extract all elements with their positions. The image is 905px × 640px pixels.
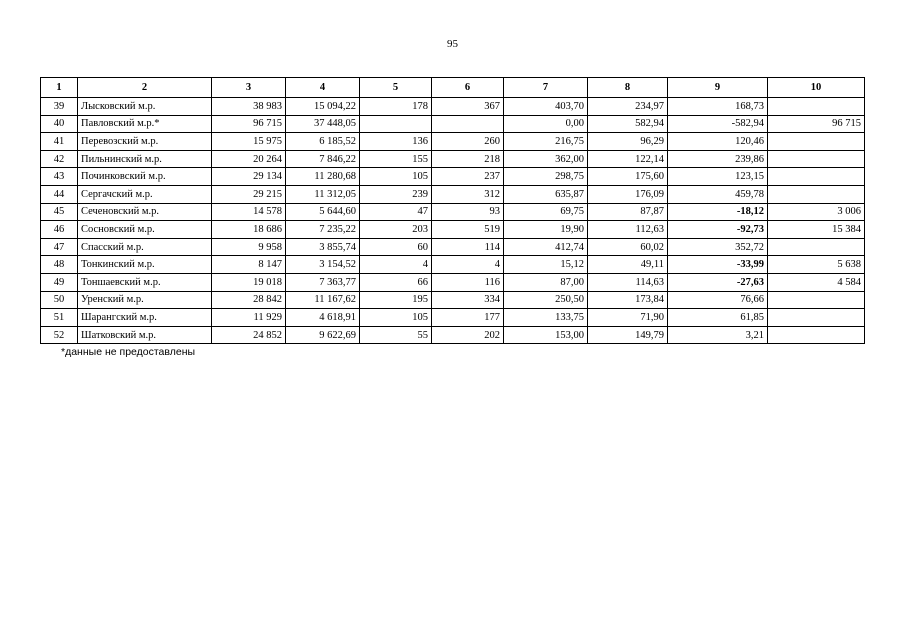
col4-cell: 11 167,62 [286, 291, 360, 309]
col6-cell: 177 [432, 309, 504, 327]
table-row [41, 309, 865, 327]
table-header-row [41, 78, 865, 98]
col10-cell: 3 006 [768, 203, 865, 221]
data-table [40, 77, 865, 344]
col10-cell: 4 584 [768, 273, 865, 291]
row-number-cell: 42 [41, 150, 78, 168]
district-name-cell: Сеченовский м.р. [78, 203, 212, 221]
col5-cell: 55 [360, 326, 432, 344]
col9-cell: 3,21 [668, 326, 768, 344]
col3-cell: 15 975 [212, 133, 286, 151]
row-number-cell: 46 [41, 221, 78, 239]
col7-cell: 412,74 [504, 238, 588, 256]
table-row [41, 168, 865, 186]
col3-cell: 20 264 [212, 150, 286, 168]
table-row [41, 221, 865, 239]
column-header: 10 [768, 78, 865, 98]
col6-cell [432, 115, 504, 133]
row-number-cell: 41 [41, 133, 78, 151]
col8-cell: 114,63 [588, 273, 668, 291]
col9-cell: 76,66 [668, 291, 768, 309]
col7-cell: 87,00 [504, 273, 588, 291]
row-number-cell: 49 [41, 273, 78, 291]
col8-cell: 60,02 [588, 238, 668, 256]
col6-cell: 312 [432, 185, 504, 203]
col5-cell: 66 [360, 273, 432, 291]
col3-cell: 24 852 [212, 326, 286, 344]
col4-cell: 15 094,22 [286, 98, 360, 116]
col4-cell: 7 846,22 [286, 150, 360, 168]
district-name-cell: Шарангский м.р. [78, 309, 212, 327]
col8-cell: 71,90 [588, 309, 668, 327]
district-name-cell: Пильнинский м.р. [78, 150, 212, 168]
col7-cell: 69,75 [504, 203, 588, 221]
table-row [41, 203, 865, 221]
col8-cell: 176,09 [588, 185, 668, 203]
table-row [41, 238, 865, 256]
col10-cell: 15 384 [768, 221, 865, 239]
col7-cell: 216,75 [504, 133, 588, 151]
column-header: 7 [504, 78, 588, 98]
col3-cell: 19 018 [212, 273, 286, 291]
col4-cell: 6 185,52 [286, 133, 360, 151]
column-header: 5 [360, 78, 432, 98]
col10-cell [768, 291, 865, 309]
col6-cell: 260 [432, 133, 504, 151]
col10-cell [768, 98, 865, 116]
col9-cell: -18,12 [668, 203, 768, 221]
col6-cell: 334 [432, 291, 504, 309]
district-name-cell: Сергачский м.р. [78, 185, 212, 203]
col6-cell: 4 [432, 256, 504, 274]
col5-cell: 4 [360, 256, 432, 274]
col5-cell: 136 [360, 133, 432, 151]
col4-cell: 11 280,68 [286, 168, 360, 186]
col7-cell: 250,50 [504, 291, 588, 309]
row-number-cell: 43 [41, 168, 78, 186]
column-header: 1 [41, 78, 78, 98]
column-header: 8 [588, 78, 668, 98]
col10-cell [768, 326, 865, 344]
col8-cell: 49,11 [588, 256, 668, 274]
col5-cell: 195 [360, 291, 432, 309]
col9-cell: 123,15 [668, 168, 768, 186]
row-number-cell: 40 [41, 115, 78, 133]
row-number-cell: 51 [41, 309, 78, 327]
col9-cell: 120,46 [668, 133, 768, 151]
col9-cell: 239,86 [668, 150, 768, 168]
district-name-cell: Лысковский м.р. [78, 98, 212, 116]
col9-cell: -92,73 [668, 221, 768, 239]
table-row [41, 98, 865, 116]
table-row [41, 256, 865, 274]
col5-cell: 178 [360, 98, 432, 116]
col6-cell: 237 [432, 168, 504, 186]
district-name-cell: Перевозский м.р. [78, 133, 212, 151]
col4-cell: 5 644,60 [286, 203, 360, 221]
col7-cell: 133,75 [504, 309, 588, 327]
district-name-cell: Спасский м.р. [78, 238, 212, 256]
col8-cell: 87,87 [588, 203, 668, 221]
col7-cell: 153,00 [504, 326, 588, 344]
col5-cell: 155 [360, 150, 432, 168]
col3-cell: 11 929 [212, 309, 286, 327]
col5-cell: 105 [360, 168, 432, 186]
col10-cell: 5 638 [768, 256, 865, 274]
table-row [41, 150, 865, 168]
row-number-cell: 45 [41, 203, 78, 221]
column-header: 4 [286, 78, 360, 98]
district-name-cell: Сосновский м.р. [78, 221, 212, 239]
col3-cell: 96 715 [212, 115, 286, 133]
col5-cell: 203 [360, 221, 432, 239]
district-name-cell: Тонкинский м.р. [78, 256, 212, 274]
col8-cell: 582,94 [588, 115, 668, 133]
col3-cell: 14 578 [212, 203, 286, 221]
col5-cell [360, 115, 432, 133]
col10-cell: 96 715 [768, 115, 865, 133]
col10-cell [768, 150, 865, 168]
col3-cell: 9 958 [212, 238, 286, 256]
col9-cell: 459,78 [668, 185, 768, 203]
col6-cell: 93 [432, 203, 504, 221]
col8-cell: 149,79 [588, 326, 668, 344]
col8-cell: 122,14 [588, 150, 668, 168]
page-number: 95 [447, 38, 458, 50]
table-row [41, 185, 865, 203]
col10-cell [768, 185, 865, 203]
col3-cell: 29 215 [212, 185, 286, 203]
district-name-cell: Шатковский м.р. [78, 326, 212, 344]
col5-cell: 105 [360, 309, 432, 327]
col8-cell: 96,29 [588, 133, 668, 151]
col6-cell: 218 [432, 150, 504, 168]
table-row [41, 273, 865, 291]
col10-cell [768, 238, 865, 256]
row-number-cell: 47 [41, 238, 78, 256]
col3-cell: 29 134 [212, 168, 286, 186]
col4-cell: 4 618,91 [286, 309, 360, 327]
col9-cell: 61,85 [668, 309, 768, 327]
col6-cell: 367 [432, 98, 504, 116]
column-header: 6 [432, 78, 504, 98]
col7-cell: 19,90 [504, 221, 588, 239]
row-number-cell: 44 [41, 185, 78, 203]
row-number-cell: 50 [41, 291, 78, 309]
col10-cell [768, 309, 865, 327]
footnote: *данные не предоставлены [61, 346, 196, 358]
col4-cell: 9 622,69 [286, 326, 360, 344]
col8-cell: 112,63 [588, 221, 668, 239]
col9-cell: -27,63 [668, 273, 768, 291]
col7-cell: 0,00 [504, 115, 588, 133]
col10-cell [768, 133, 865, 151]
col7-cell: 403,70 [504, 98, 588, 116]
col6-cell: 114 [432, 238, 504, 256]
table-row [41, 326, 865, 344]
col7-cell: 635,87 [504, 185, 588, 203]
col4-cell: 3 154,52 [286, 256, 360, 274]
district-name-cell: Павловский м.р.* [78, 115, 212, 133]
col10-cell [768, 168, 865, 186]
row-number-cell: 39 [41, 98, 78, 116]
col7-cell: 362,00 [504, 150, 588, 168]
col9-cell: -582,94 [668, 115, 768, 133]
column-header: 9 [668, 78, 768, 98]
col5-cell: 60 [360, 238, 432, 256]
col8-cell: 234,97 [588, 98, 668, 116]
col8-cell: 175,60 [588, 168, 668, 186]
table-row [41, 133, 865, 151]
col5-cell: 47 [360, 203, 432, 221]
column-header: 3 [212, 78, 286, 98]
col6-cell: 519 [432, 221, 504, 239]
col7-cell: 298,75 [504, 168, 588, 186]
col4-cell: 11 312,05 [286, 185, 360, 203]
row-number-cell: 52 [41, 326, 78, 344]
col6-cell: 202 [432, 326, 504, 344]
table-row [41, 115, 865, 133]
district-name-cell: Починковский м.р. [78, 168, 212, 186]
col3-cell: 38 983 [212, 98, 286, 116]
col6-cell: 116 [432, 273, 504, 291]
col4-cell: 7 235,22 [286, 221, 360, 239]
col7-cell: 15,12 [504, 256, 588, 274]
col4-cell: 37 448,05 [286, 115, 360, 133]
col9-cell: 352,72 [668, 238, 768, 256]
column-header: 2 [78, 78, 212, 98]
col5-cell: 239 [360, 185, 432, 203]
table-row [41, 291, 865, 309]
col4-cell: 3 855,74 [286, 238, 360, 256]
col3-cell: 28 842 [212, 291, 286, 309]
col8-cell: 173,84 [588, 291, 668, 309]
col4-cell: 7 363,77 [286, 273, 360, 291]
col9-cell: -33,99 [668, 256, 768, 274]
col3-cell: 8 147 [212, 256, 286, 274]
col9-cell: 168,73 [668, 98, 768, 116]
district-name-cell: Тоншаевский м.р. [78, 273, 212, 291]
row-number-cell: 48 [41, 256, 78, 274]
col3-cell: 18 686 [212, 221, 286, 239]
district-name-cell: Уренский м.р. [78, 291, 212, 309]
